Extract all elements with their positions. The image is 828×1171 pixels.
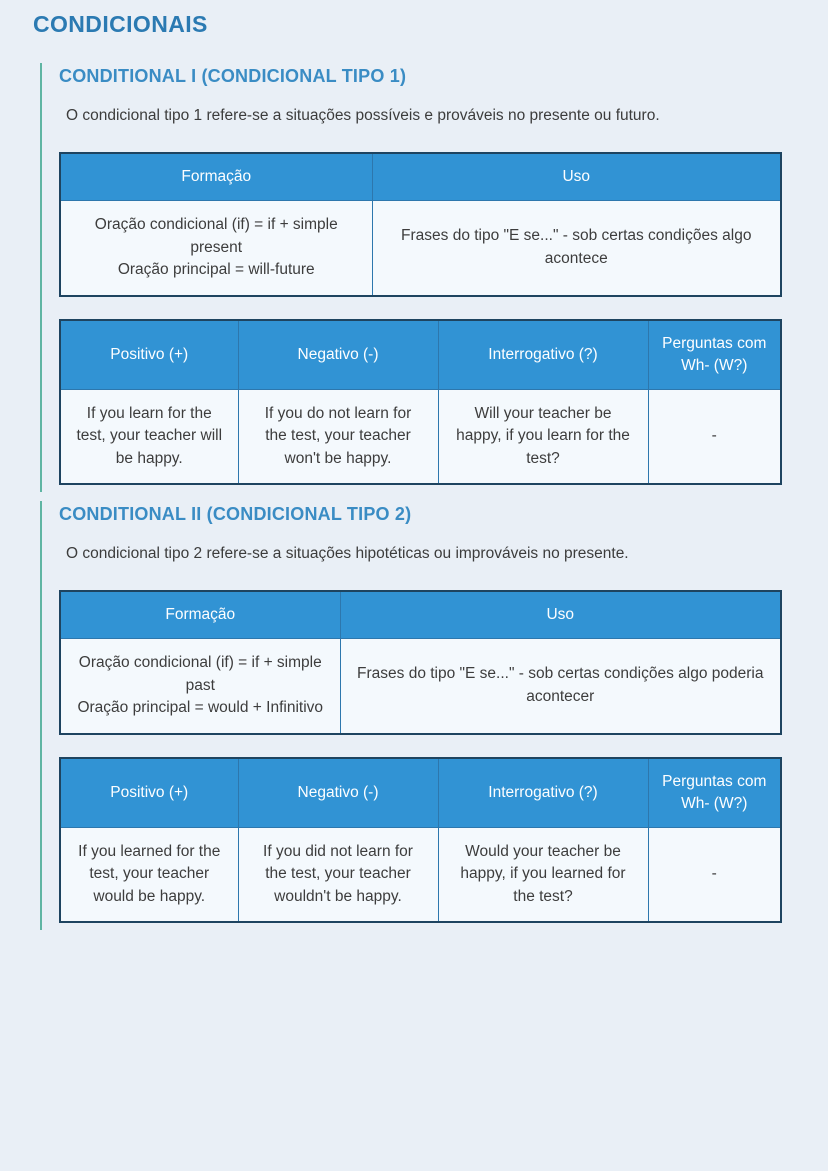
positive-header-cell: Positivo (+)	[60, 320, 238, 390]
formation-line: Oração condicional (if) = if + simple past	[78, 654, 322, 694]
negative-header-cell: Negativo (-)	[238, 320, 438, 390]
section-intro: O condicional tipo 2 refere-se a situações hipotéticas ou improváveis no presente.	[66, 545, 629, 562]
table-header-row	[60, 320, 781, 390]
table-header-row	[60, 153, 781, 201]
section-heading: CONDITIONAL II (CONDICIONAL TIPO 2)	[59, 504, 412, 524]
interrogative-cell: Will your teacher be happy, if you learn for the test?	[438, 389, 648, 484]
wh-questions-cell: -	[648, 827, 781, 922]
formation-header-cell: Formação	[60, 591, 340, 639]
formation-cell	[60, 639, 340, 734]
section-intro: O condicional tipo 1 refere-se a situações possíveis e prováveis no presente ou futuro.	[66, 107, 660, 124]
formation-table	[59, 152, 782, 297]
wh-questions-header-cell: Perguntas com Wh- (W?)	[648, 758, 781, 828]
table-header-row	[60, 758, 781, 828]
section-heading: CONDITIONAL I (CONDICIONAL TIPO 1)	[59, 66, 407, 86]
forms-table	[59, 757, 782, 924]
uso-cell: Frases do tipo "E se..." - sob certas condições algo poderia acontecer	[340, 639, 781, 734]
table-row	[60, 827, 781, 922]
wh-questions-header-cell: Perguntas com Wh- (W?)	[648, 320, 781, 390]
table-row	[60, 389, 781, 484]
negative-header-cell: Negativo (-)	[238, 758, 438, 828]
formation-line: Oração principal = will-future	[117, 261, 315, 278]
positive-cell: If you learned for the test, your teacher would be happy.	[60, 827, 238, 922]
positive-cell: If you learn for the test, your teacher will be happy.	[60, 389, 238, 484]
negative-cell: If you do not learn for the test, your teacher won't be happy.	[238, 389, 438, 484]
formation-cell	[60, 201, 372, 296]
positive-header-cell: Positivo (+)	[60, 758, 238, 828]
formation-table	[59, 590, 782, 735]
wh-questions-cell: -	[648, 389, 781, 484]
interrogative-header-cell: Interrogativo (?)	[438, 758, 648, 828]
uso-cell: Frases do tipo "E se..." - sob certas condições algo acontece	[372, 201, 781, 296]
table-row	[60, 201, 781, 296]
section-conditional-2	[40, 501, 780, 930]
forms-table	[59, 319, 782, 486]
uso-header-cell: Uso	[372, 153, 781, 201]
uso-header-cell: Uso	[340, 591, 781, 639]
formation-line: Oração condicional (if) = if + simple present	[94, 216, 338, 256]
table-row	[60, 639, 781, 734]
negative-cell: If you did not learn for the test, your teacher wouldn't be happy.	[238, 827, 438, 922]
page-title: CONDICIONAIS	[33, 11, 208, 37]
section-conditional-1	[40, 63, 780, 492]
interrogative-cell: Would your teacher be happy, if you learned for the test?	[438, 827, 648, 922]
formation-header-cell: Formação	[60, 153, 372, 201]
interrogative-header-cell: Interrogativo (?)	[438, 320, 648, 390]
formation-line: Oração principal = would + Infinitivo	[77, 699, 324, 716]
table-header-row	[60, 591, 781, 639]
